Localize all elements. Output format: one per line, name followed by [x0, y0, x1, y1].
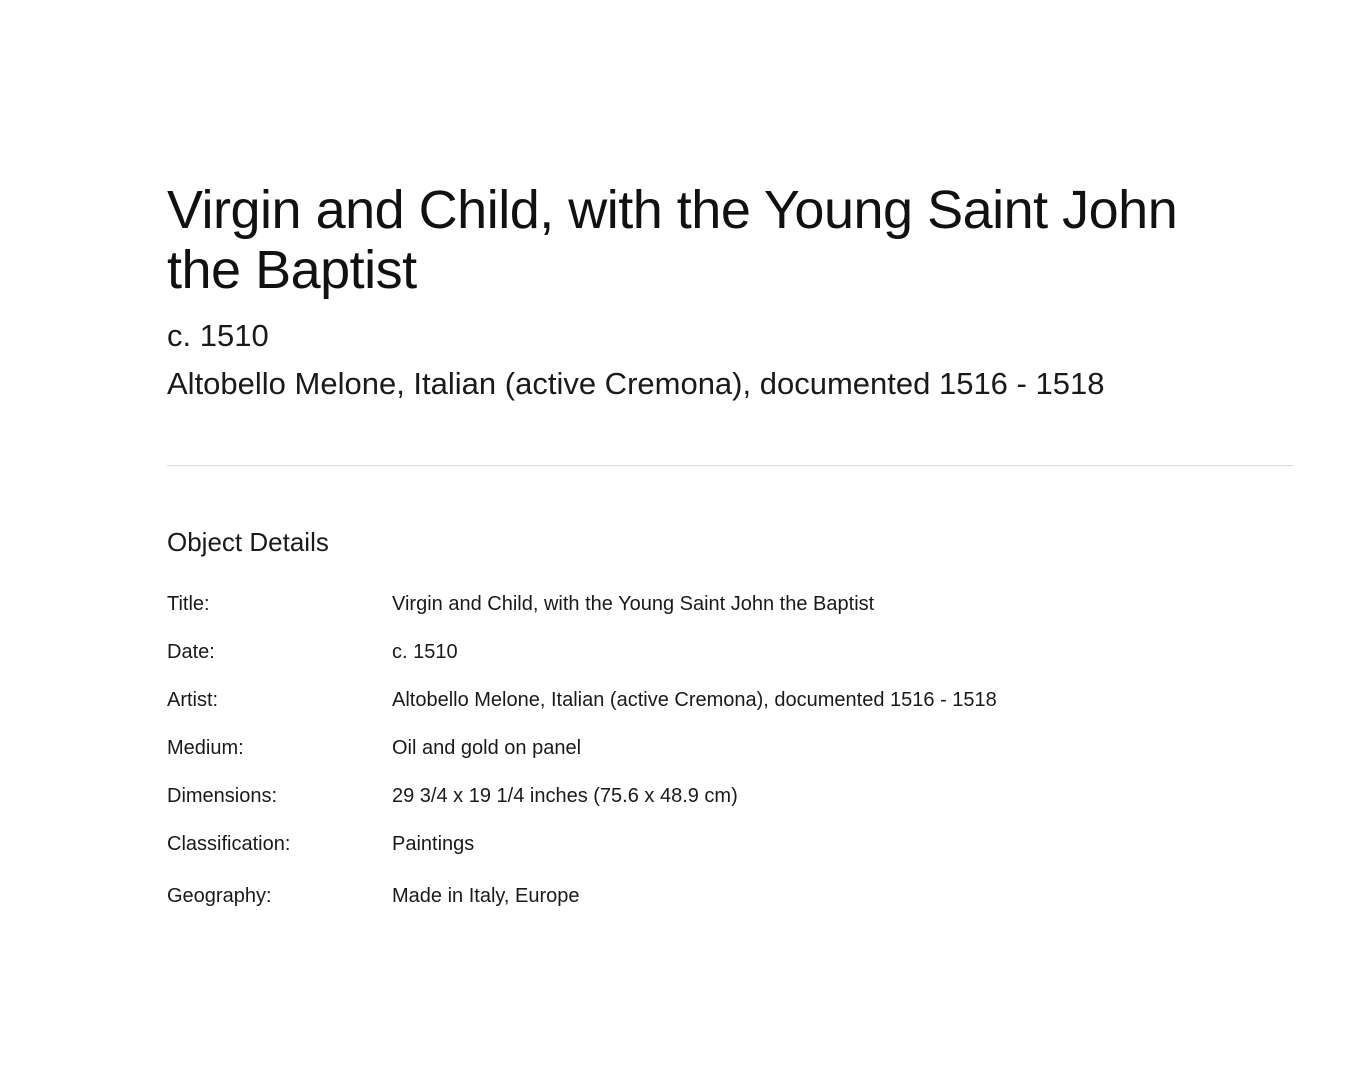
detail-label: Dimensions:: [167, 785, 278, 807]
detail-value: 29 3/4 x 19 1/4 inches (75.6 x 48.9 cm): [392, 785, 738, 807]
artwork-date: c. 1510: [167, 318, 269, 353]
detail-value: Made in Italy, Europe: [392, 885, 580, 907]
section-divider: [167, 465, 1293, 466]
detail-row-title: [167, 588, 1293, 636]
object-details-heading: Object Details: [167, 527, 329, 557]
detail-row-date: [167, 636, 1293, 684]
detail-label: Medium:: [167, 737, 244, 759]
detail-value: Paintings: [392, 833, 475, 855]
detail-row-medium: [167, 732, 1293, 780]
detail-row-geography: [167, 880, 1293, 928]
artwork-artist: Altobello Melone, Italian (active Cremona), documented 1516 - 1518: [167, 366, 1105, 401]
detail-value: c. 1510: [392, 641, 458, 663]
detail-label: Title:: [167, 593, 210, 615]
object-details-list: [167, 588, 1293, 928]
detail-value: Oil and gold on panel: [392, 737, 582, 759]
detail-label: Geography:: [167, 885, 272, 907]
page-title: Virgin and Child, with the Young Saint John the Baptist: [167, 180, 1178, 300]
detail-label: Artist:: [167, 689, 219, 711]
detail-value: Virgin and Child, with the Young Saint John the Baptist: [392, 593, 875, 615]
detail-row-artist: [167, 684, 1293, 732]
detail-row-dimensions: [167, 780, 1293, 828]
detail-label: Date:: [167, 641, 215, 663]
detail-row-classification: [167, 828, 1293, 876]
detail-label: Classification:: [167, 833, 291, 855]
detail-value: Altobello Melone, Italian (active Cremona), documented 1516 - 1518: [392, 689, 997, 711]
